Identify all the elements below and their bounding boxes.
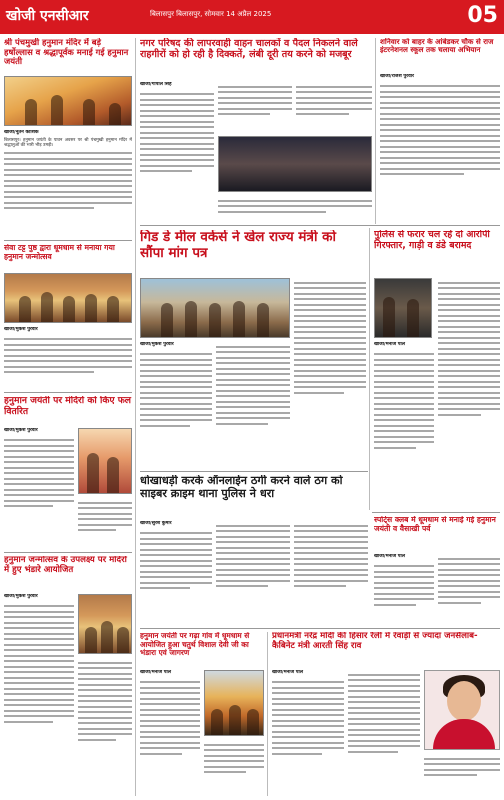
pm-headline-block [272,632,500,666]
dm-col-3 [294,278,366,468]
cyber-headline-block [140,475,368,517]
minister-portrait [424,670,500,750]
masthead [0,0,504,34]
top-center-col-2 [218,82,292,134]
top-center-col-1 [140,82,214,220]
bhandara-byline: खोजी/मुकेश पुरवार [4,594,38,599]
langar-byline: खोजी/मनोज पाल [140,670,171,675]
seva-body [4,327,132,389]
langar-headline-block [140,632,264,666]
sports-headline: स्पोर्ट्स क्लब में धूमधाम से मनाई गई हनुमान जयंती व वैसाखी पर्व [374,516,496,533]
top-center-col-4 [218,196,372,220]
cyber-headline: धोखाधड़ी करके ऑनलाईन ठगी करने वाले ठग को साइबर क्राइम थाना पुलिस ने धरा [140,475,343,500]
bhandara-photo [78,594,132,654]
dm-headline: गिड डे मील वर्कर्स ने खेल राज्य मंत्री को सौंपा मांग पत्र [140,230,337,261]
top-right-byline: खोजी/राजेश पुरवार [380,74,414,79]
cyber-byline: खोजी/सुरेश कुमार [140,521,172,526]
cyber-col-1 [140,521,212,625]
sports-byline: खोजी/मनोज पाल [374,554,405,559]
dm-col-2 [216,342,290,468]
police-headline: पुलिस से फरार चल रहे दो आरोपी गिरफ्तार, गाड़ी व डंडे बरामद [374,230,490,251]
bhandara-headline: हनुमान जन्मोत्सव के उपलक्ष्य पर मंदिरों में हुए भंडारे आयोजित [4,556,127,575]
seva-byline: खोजी/मुकेश पुरवार [4,327,38,332]
police-headline-block [374,230,500,274]
dm-photo [140,278,290,338]
top-left-headline-block [4,38,132,72]
road-photo [218,136,372,192]
top-right-body [380,74,500,224]
sports-col-2 [438,554,500,626]
top-right-headline: शनिवार को बाहर के आंबेडकर चौक से राज इंटरनेशनल स्कूल तक चलाया अभियान [380,38,494,55]
temple-photo [4,76,132,126]
police-byline: खोजी/मनोज पाल [374,342,405,347]
prasad-body [4,428,74,548]
police-photo [374,278,432,338]
police-col-2 [438,278,500,508]
seva-photo [4,273,132,323]
cyber-col-3 [294,521,368,625]
top-left-byline: खोजी/नूतन कौशिक [4,130,39,135]
pm-headline: प्रधानमंत्री नरेंद्र मोदी की हिसार रैली में रेवाड़ी से ज्यादा जनसैलाब-कैबिनेट मंत्री आरती सिंह राव [272,632,478,651]
top-left-headline: श्री पंचमुखी हनुमान मंदिर में बड़े हर्षोल्लास व श्रद्धापूर्वक मनाई गई हनुमान जयंती [4,38,129,67]
prasad-headline: हनुमान जयंती पर मंदिरों को किए फल वितरित [4,396,132,417]
page-number: 05 [467,3,498,28]
top-center-col-3 [296,82,372,134]
prasad-photo [78,428,132,494]
pm-byline: खोजी/मनोज पाल [272,670,303,675]
cyber-col-2 [216,521,290,625]
langar-col-1 [140,670,200,796]
sports-headline-block [374,516,500,550]
top-left-body [4,130,132,238]
bhandara-body [4,594,74,796]
langar-photo [204,670,264,736]
top-left-intro: बिलासपुर। हनुमान जयंती के पावन अवसर पर श्री पंचमुखी हनुमान मंदिर में श्रद्धालुओं की भारी भीड़ उमड़ी। [4,137,132,149]
sports-col-1 [374,554,434,626]
seva-headline-block [4,244,132,270]
pm-col-1 [272,670,344,796]
top-center-headline-block [140,38,372,78]
prasad-headline-block [4,396,132,424]
pm-col-3 [424,754,500,796]
top-center-headline: नगर परिषद की लापरवाही वाहन चालकों व पैदल निकलने वाले राहगीरों को हो रही है दिक्कतें, लंबी दूरी तय करने को मजबूर [140,38,358,61]
top-center-byline: खोजी/गोपाल सिंह [140,82,172,87]
prasad-body-2 [78,498,132,548]
langar-headline: हनुमान जयंती पर गढ़ा गांव में धूमधाम से आयोजित हुआ चतुर्थ विशाल देवी जी का भंडारा एवं जागरण [140,632,250,658]
dm-byline: खोजी/मुकेश पुरवार [140,342,174,347]
seva-headline: सेवा टट्ट पुष्ठ द्वारा धूमधाम से मनाया गया हनुमान जन्मोत्सव [4,244,115,261]
dm-headline-block [140,230,360,274]
dm-col-1 [140,342,212,468]
top-right-headline-block [380,38,500,72]
bhandara-headline-block [4,556,132,590]
pm-col-2 [348,670,420,796]
prasad-byline: खोजी/मुकेश पुरवार [4,428,38,433]
newspaper-name: खोजी एनसीआर [6,8,89,24]
langar-col-2 [204,740,264,796]
dateline: बिलासपुर बिलासपुर, सोमवार 14 अप्रैल 2025 [150,10,272,18]
police-col-1 [374,342,434,508]
bhandara-body-2 [78,658,132,796]
